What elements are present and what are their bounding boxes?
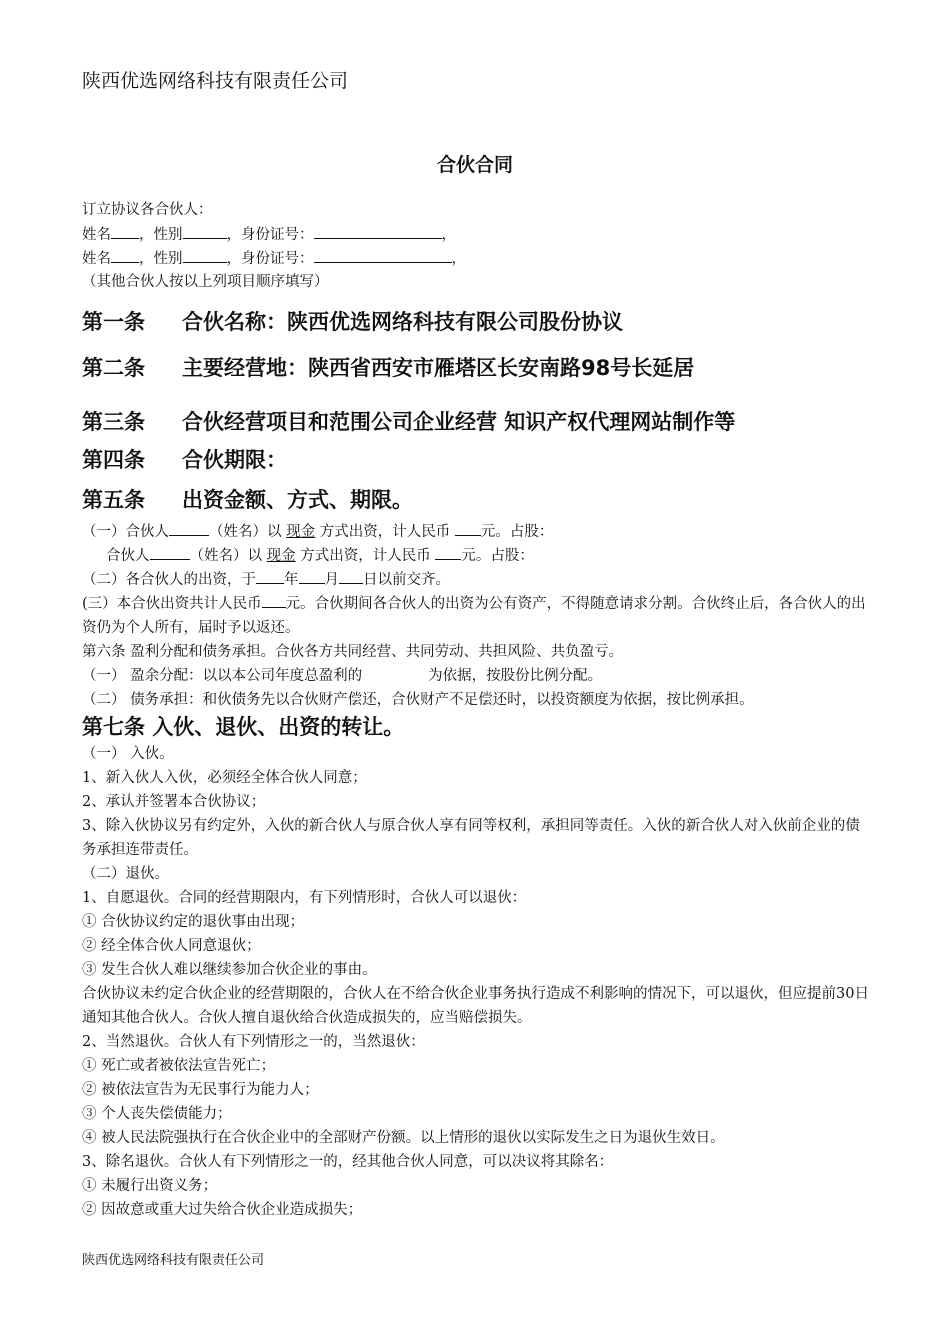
blank-name [111, 222, 139, 239]
method-value: 现金 [286, 524, 316, 540]
s7-line: 3、除名退伙。合伙人有下列情形之一的，经其他合伙人同意，可以决议将其除名： [82, 1154, 614, 1170]
intro-note: （其他合伙人按以上列项目顺序填写） [82, 274, 329, 290]
s7-line: ② 被依法宣告为无民事行为能力人； [82, 1082, 319, 1098]
s7-line: 2、当然退伙。合伙人有下列情形之一的，当然退伙： [82, 1034, 425, 1050]
document-title: 合伙合同 [436, 154, 513, 176]
blank-id [314, 222, 442, 239]
s7-line: （一） 入伙。 [82, 746, 174, 762]
blank-gender [183, 222, 227, 239]
s7-line: 2、承认并签署本合伙协议； [82, 794, 266, 810]
s7-line: ③ 发生合伙人难以继续参加合伙企业的事由。 [82, 962, 377, 978]
article-6-heading: 第六条 盈利分配和债务承担。合伙各方共同经营、共同劳动、共担风险、共负盈亏。 [82, 644, 624, 660]
article-2: 第二条 主要经营地：陕西省西安市雁塔区长安南路98号长延居 [82, 356, 695, 380]
blank-name [111, 246, 139, 263]
partner-info-line-1: 姓名 ，性别 ，身份证号： ， [82, 222, 872, 246]
contribution-deadline: （二）各合伙人的出资，于 年 月 日以前交齐。 [82, 567, 872, 591]
blank-gender [183, 246, 227, 263]
s7-line: ② 经全体合伙人同意退伙； [82, 938, 261, 954]
document-body [82, 198, 872, 1222]
method-value: 现金 [266, 548, 296, 564]
article-1: 第一条 合伙名称：陕西优选网络科技有限公司股份协议 [82, 310, 623, 334]
contribution-line-2: 合伙人 （姓名）以 现金 方式出资，计人民币 元。占股： [82, 543, 872, 567]
s7-line: ① 未履行出资义务； [82, 1178, 218, 1194]
s7-line: ① 合伙协议约定的退伙事由出现； [82, 914, 305, 930]
s7-line: 1、自愿退伙。合同的经营期限内，有下列情形时，合伙人可以退伙： [82, 890, 527, 906]
s7-line: （二）退伙。 [82, 866, 169, 882]
article-5: 第五条 出资金额、方式、期限。 [82, 488, 413, 512]
contribution-total: (三）本合伙出资共计人民币 元。合伙期间各合伙人的出资为公有资产，不得随意请求分割。合伙终止后，各合伙人的出资仍为个人所有，届时予以返还。 [82, 591, 872, 640]
debt-bearing: （二） 债务承担：和伙债务先以合伙财产偿还，合伙财产不足偿还时，以投资额度为依据，按比例承担。 [82, 692, 754, 708]
s7-line: 合伙协议未约定合伙企业的经营期限的，合伙人在不给合伙企业事务执行造成不利影响的情况下，可以退伙，但应提前30日通知其他合伙人。合伙人擅自退伙给合伙造成损失的，应当赔偿损失。 [82, 986, 869, 1026]
contribution-line-1: （一）合伙人 （姓名）以 现金 方式出资，计人民币 元。占股： [82, 519, 872, 543]
page-footer: 陕西优选网络科技有限责任公司 [82, 1253, 265, 1268]
intro-line: 订立协议各合伙人： [82, 202, 213, 218]
article-3: 第三条 合伙经营项目和范围公司企业经营 知识产权代理网站制作等 [82, 410, 736, 434]
s7-line: 3、除入伙协议另有约定外，入伙的新合伙人与原合伙人享有同等权利，承担同等责任。入伙的新合伙人对入伙前企业的债务承担连带责任。 [82, 818, 860, 858]
s7-line: ① 死亡或者被依法宣告死亡； [82, 1058, 276, 1074]
blank-id [314, 246, 452, 263]
s7-line: ③ 个人丧失偿债能力； [82, 1106, 232, 1122]
s7-line: ② 因故意或重大过失给合伙企业造成损失； [82, 1202, 363, 1218]
profit-distribution: （一） 盈余分配：以以本公司年度总盈利的 为依据，按股份比例分配。 [82, 668, 603, 684]
article-4: 第四条 合伙期限： [82, 448, 287, 472]
page-header: 陕西优选网络科技有限责任公司 [82, 70, 349, 92]
article-7: 第七条 入伙、退伙、出资的转让。 [82, 715, 405, 739]
partner-info-line-2: 姓名 ，性别 ，身份证号： ， [82, 246, 872, 270]
s7-line: 1、新入伙人入伙，必须经全体合伙人同意； [82, 770, 367, 786]
s7-line: ④ 被人民法院强执行在合伙企业中的全部财产份额。以上情形的退伙以实际发生之日为退伙生效日。 [82, 1130, 725, 1146]
